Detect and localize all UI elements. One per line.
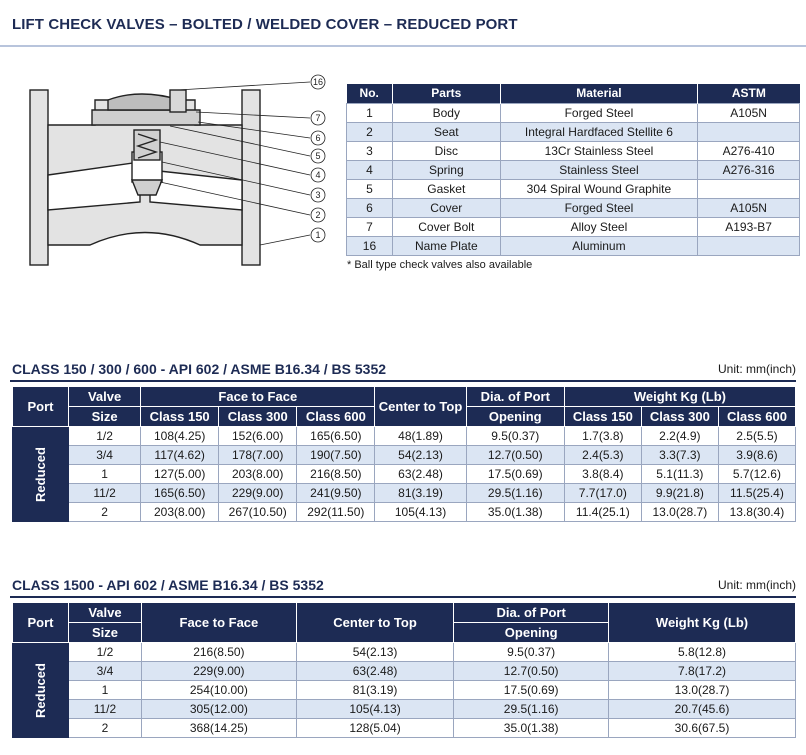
table-row — [13, 681, 796, 700]
callout-label-6: 6 — [315, 133, 321, 143]
part-no: 16 — [347, 236, 393, 255]
header-opening: Opening — [454, 623, 609, 643]
face-class-150: 117(4.62) — [141, 446, 219, 465]
weight-class-150: 2.4(5.3) — [564, 446, 641, 465]
weight: 5.8(12.8) — [609, 643, 796, 662]
port-opening: 12.7(0.50) — [466, 446, 564, 465]
valve-size: 3/4 — [68, 446, 140, 465]
port-cell — [13, 427, 69, 522]
part-astm: A105N — [698, 103, 800, 122]
weight-class-600: 3.9(8.6) — [718, 446, 795, 465]
header-size: Size — [68, 623, 141, 643]
header-valve: Valve — [68, 603, 141, 623]
part-no: 1 — [347, 103, 393, 122]
port-cell — [13, 643, 69, 738]
callout-label-7: 7 — [315, 113, 321, 123]
header-face-class-150: Class 150 — [141, 407, 219, 427]
part-material: 13Cr Stainless Steel — [500, 141, 698, 160]
valve-size: 2 — [68, 719, 141, 738]
class-150-600-title: CLASS 150 / 300 / 600 - API 602 / ASME B16.34 / BS 5352 — [12, 361, 387, 377]
center-to-top: 54(2.13) — [296, 643, 454, 662]
center-to-top: 63(2.48) — [375, 465, 466, 484]
part-astm — [698, 236, 800, 255]
part-no: 2 — [347, 122, 393, 141]
callout-label-4: 4 — [315, 170, 321, 180]
table-row — [13, 719, 796, 738]
table-row — [13, 643, 796, 662]
callout-label-5: 5 — [315, 151, 321, 161]
valve-size: 2 — [68, 503, 140, 522]
part-material: Forged Steel — [500, 103, 698, 122]
part-name: Spring — [392, 160, 500, 179]
face-to-face: 305(12.00) — [142, 700, 297, 719]
part-material: Stainless Steel — [500, 160, 698, 179]
header-opening: Opening — [466, 407, 564, 427]
weight: 7.8(17.2) — [609, 662, 796, 681]
header-port: Port — [13, 387, 69, 427]
face-class-300: 178(7.00) — [219, 446, 297, 465]
valve-size: 11/2 — [68, 700, 141, 719]
header-parts: Parts — [392, 84, 500, 103]
class-150-600-unit: Unit: mm(inch) — [717, 362, 796, 376]
part-astm: A193-B7 — [698, 217, 800, 236]
center-to-top: 128(5.04) — [296, 719, 454, 738]
part-material: Integral Hardfaced Stellite 6 — [500, 122, 698, 141]
part-astm — [698, 179, 800, 198]
port-label-reduced: Reduced — [32, 446, 48, 502]
callout-label-2: 2 — [315, 210, 321, 220]
header-center-to-top: Center to Top — [375, 387, 466, 427]
header-material: Material — [500, 84, 698, 103]
face-class-300: 229(9.00) — [219, 484, 297, 503]
port-opening: 17.5(0.69) — [466, 465, 564, 484]
face-to-face: 216(8.50) — [142, 643, 297, 662]
title-divider — [0, 45, 806, 47]
header-weight: Weight Kg (Lb) — [609, 603, 796, 643]
part-material: Aluminum — [500, 236, 698, 255]
port-opening: 29.5(1.16) — [466, 484, 564, 503]
weight: 30.6(67.5) — [609, 719, 796, 738]
part-no: 3 — [347, 141, 393, 160]
part-no: 5 — [347, 179, 393, 198]
table-row — [347, 122, 800, 141]
port-opening: 9.5(0.37) — [466, 427, 564, 446]
center-to-top: 81(3.19) — [296, 681, 454, 700]
part-name: Gasket — [392, 179, 500, 198]
callout-label-1: 1 — [315, 230, 321, 240]
center-to-top: 105(4.13) — [296, 700, 454, 719]
port-opening: 12.7(0.50) — [454, 662, 609, 681]
part-material: 304 Spiral Wound Graphite — [500, 179, 698, 198]
class-1500-unit: Unit: mm(inch) — [717, 578, 796, 592]
header-dia-of-port: Dia. of Port — [466, 387, 564, 407]
table-row — [347, 103, 800, 122]
face-class-300: 267(10.50) — [219, 503, 297, 522]
valve-size: 11/2 — [68, 484, 140, 503]
weight-class-300: 9.9(21.8) — [641, 484, 718, 503]
valve-size: 1 — [68, 681, 141, 700]
header-valve: Valve — [68, 387, 140, 407]
weight-class-300: 2.2(4.9) — [641, 427, 718, 446]
center-to-top: 48(1.89) — [375, 427, 466, 446]
class-150-600-dimension-table — [12, 386, 796, 522]
valve-size: 1/2 — [68, 643, 141, 662]
table-row — [13, 465, 796, 484]
weight-class-600: 13.8(30.4) — [718, 503, 795, 522]
section-divider — [10, 380, 796, 382]
part-material: Forged Steel — [500, 198, 698, 217]
face-to-face: 368(14.25) — [142, 719, 297, 738]
parts-table-header — [347, 84, 800, 103]
face-class-150: 127(5.00) — [141, 465, 219, 484]
part-no: 4 — [347, 160, 393, 179]
valve-cross-section-drawing — [20, 70, 340, 270]
weight-class-150: 7.7(17.0) — [564, 484, 641, 503]
face-class-600: 165(6.50) — [297, 427, 375, 446]
header-face-class-600: Class 600 — [297, 407, 375, 427]
table-row — [13, 662, 796, 681]
port-opening: 35.0(1.38) — [454, 719, 609, 738]
face-class-600: 216(8.50) — [297, 465, 375, 484]
callout-label-3: 3 — [315, 190, 321, 200]
table-row — [347, 160, 800, 179]
valve-size: 1 — [68, 465, 140, 484]
part-name: Cover Bolt — [392, 217, 500, 236]
header-center-to-top: Center to Top — [296, 603, 454, 643]
table-row — [13, 446, 796, 465]
header-weight-class-600: Class 600 — [718, 407, 795, 427]
weight-class-600: 5.7(12.6) — [718, 465, 795, 484]
table-row — [347, 217, 800, 236]
weight-class-300: 3.3(7.3) — [641, 446, 718, 465]
part-name: Seat — [392, 122, 500, 141]
class-1500-dimension-table — [12, 602, 796, 738]
face-class-150: 165(6.50) — [141, 484, 219, 503]
header-face-to-face: Face to Face — [141, 387, 375, 407]
table-row — [13, 700, 796, 719]
weight-class-300: 5.1(11.3) — [641, 465, 718, 484]
face-class-150: 203(8.00) — [141, 503, 219, 522]
part-name: Body — [392, 103, 500, 122]
weight-class-300: 13.0(28.7) — [641, 503, 718, 522]
table-row — [13, 503, 796, 522]
valve-size: 1/2 — [68, 427, 140, 446]
face-to-face: 254(10.00) — [142, 681, 297, 700]
weight: 20.7(45.6) — [609, 700, 796, 719]
header-no: No. — [347, 84, 393, 103]
weight-class-600: 2.5(5.5) — [718, 427, 795, 446]
face-class-600: 292(11.50) — [297, 503, 375, 522]
header-weight: Weight Kg (Lb) — [564, 387, 795, 407]
header-size: Size — [68, 407, 140, 427]
part-no: 6 — [347, 198, 393, 217]
header-weight-class-150: Class 150 — [564, 407, 641, 427]
header-port: Port — [13, 603, 69, 643]
port-label-reduced: Reduced — [32, 662, 48, 718]
weight-class-150: 3.8(8.4) — [564, 465, 641, 484]
part-name: Disc — [392, 141, 500, 160]
table-row — [13, 427, 796, 446]
parts-footnote: * Ball type check valves also available — [347, 259, 533, 271]
header-face-to-face: Face to Face — [142, 603, 297, 643]
part-material: Alloy Steel — [500, 217, 698, 236]
part-astm: A105N — [698, 198, 800, 217]
face-class-300: 152(6.00) — [219, 427, 297, 446]
center-to-top: 54(2.13) — [375, 446, 466, 465]
part-astm: A276-410 — [698, 141, 800, 160]
face-class-150: 108(4.25) — [141, 427, 219, 446]
center-to-top: 63(2.48) — [296, 662, 454, 681]
section-divider — [10, 596, 796, 598]
header-weight-class-300: Class 300 — [641, 407, 718, 427]
weight-class-150: 11.4(25.1) — [564, 503, 641, 522]
port-opening: 35.0(1.38) — [466, 503, 564, 522]
weight-class-150: 1.7(3.8) — [564, 427, 641, 446]
face-class-600: 190(7.50) — [297, 446, 375, 465]
table-row — [347, 179, 800, 198]
port-opening: 29.5(1.16) — [454, 700, 609, 719]
weight: 13.0(28.7) — [609, 681, 796, 700]
header-astm: ASTM — [698, 84, 800, 103]
table-row — [347, 141, 800, 160]
face-class-300: 203(8.00) — [219, 465, 297, 484]
table-row — [13, 484, 796, 503]
page-title: LIFT CHECK VALVES – BOLTED / WELDED COVER – REDUCED PORT — [12, 16, 518, 33]
face-class-600: 241(9.50) — [297, 484, 375, 503]
port-opening: 9.5(0.37) — [454, 643, 609, 662]
parts-material-table — [346, 84, 800, 256]
table-row — [347, 198, 800, 217]
center-to-top: 105(4.13) — [375, 503, 466, 522]
part-no: 7 — [347, 217, 393, 236]
valve-size: 3/4 — [68, 662, 141, 681]
weight-class-600: 11.5(25.4) — [718, 484, 795, 503]
part-name: Cover — [392, 198, 500, 217]
part-astm: A276-316 — [698, 160, 800, 179]
class-1500-title: CLASS 1500 - API 602 / ASME B16.34 / BS 5352 — [12, 577, 324, 593]
center-to-top: 81(3.19) — [375, 484, 466, 503]
table-row — [347, 236, 800, 255]
face-to-face: 229(9.00) — [142, 662, 297, 681]
header-face-class-300: Class 300 — [219, 407, 297, 427]
header-dia-of-port: Dia. of Port — [454, 603, 609, 623]
port-opening: 17.5(0.69) — [454, 681, 609, 700]
part-astm — [698, 122, 800, 141]
callout-label-16: 16 — [312, 77, 324, 87]
part-name: Name Plate — [392, 236, 500, 255]
